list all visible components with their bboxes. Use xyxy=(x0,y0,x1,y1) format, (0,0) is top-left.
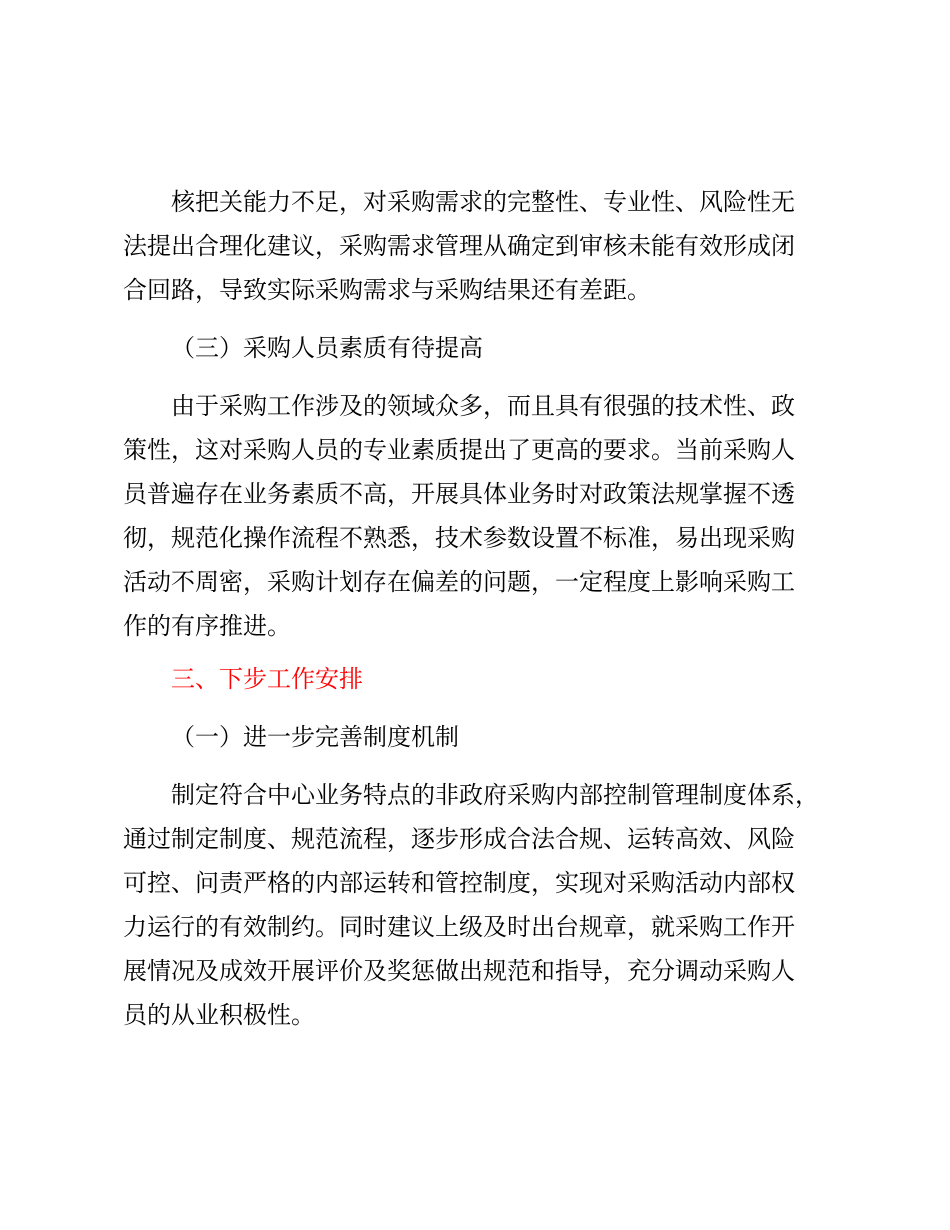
paragraph-line: 彻，规范化操作流程不熟悉，技术参数设置不标准，易出现采购 xyxy=(123,524,795,552)
paragraph-personnel-quality xyxy=(123,384,843,648)
paragraph-line: 策性，这对采购人员的专业素质提出了更高的要求。当前采购人 xyxy=(123,436,795,464)
subheading-improve-system xyxy=(123,715,843,759)
paragraph-line: 由于采购工作涉及的领域众多，而且具有很强的技术性、政 xyxy=(171,392,795,420)
paragraph-line: 作的有序推进。 xyxy=(123,612,291,640)
paragraph-line: 法提出合理化建议，采购需求管理从确定到审核未能有效形成闭 xyxy=(123,232,795,260)
paragraph-line: 制定符合中心业务特点的非政府采购内部控制管理制度体系， xyxy=(171,781,819,809)
paragraph-line: 核把关能力不足，对采购需求的完整性、专业性、风险性无 xyxy=(171,188,795,216)
paragraph-line: 员的从业积极性。 xyxy=(123,1001,315,1029)
paragraph-line: 通过制定制度、规范流程，逐步形成合法合规、运转高效、风险 xyxy=(123,825,795,853)
paragraph-line: 展情况及成效开展评价及奖惩做出规范和指导，充分调动采购人 xyxy=(123,957,795,985)
subheading-personnel-quality xyxy=(123,326,843,370)
subheading-text: （一）进一步完善制度机制 xyxy=(171,723,459,751)
paragraph-line: 合回路，导致实际采购需求与采购结果还有差距。 xyxy=(123,276,651,304)
subheading-text: （三）采购人员素质有待提高 xyxy=(171,334,483,362)
paragraph-line: 员普遍存在业务素质不高，开展具体业务时对政策法规掌握不透 xyxy=(123,480,795,508)
paragraph-line: 力运行的有效制约。同时建议上级及时出台规章，就采购工作开 xyxy=(123,913,795,941)
paragraph-procurement-needs xyxy=(123,180,843,312)
section-heading-text: 三、下步工作安排 xyxy=(171,665,363,693)
section-heading-next-steps xyxy=(123,657,843,701)
paragraph-line: 活动不周密，采购计划存在偏差的问题，一定程度上影响采购工 xyxy=(123,568,795,596)
paragraph-line: 可控、问责严格的内部运转和管控制度，实现对采购活动内部权 xyxy=(123,869,795,897)
paragraph-improve-system xyxy=(123,773,843,1037)
